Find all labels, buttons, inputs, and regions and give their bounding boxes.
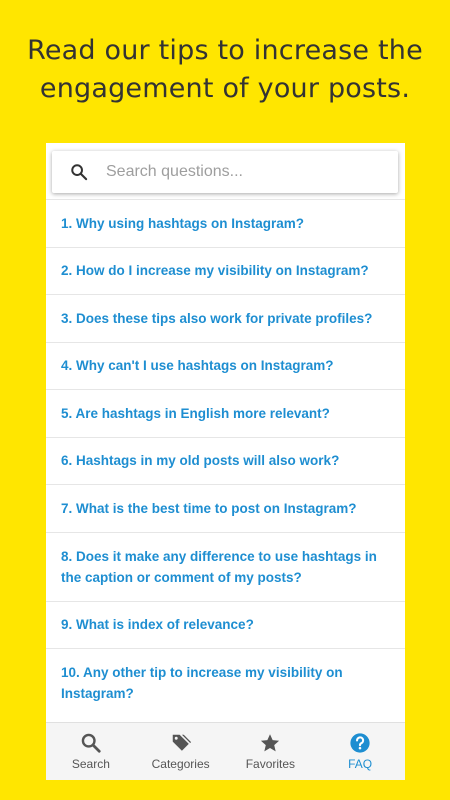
search-input[interactable]: [106, 157, 386, 187]
faq-question-text: 10. Any other tip to increase my visibility on Instagram?: [61, 665, 343, 701]
page-headline: [0, 32, 450, 108]
faq-item-6[interactable]: [46, 437, 405, 485]
nav-faq-label: FAQ: [348, 757, 373, 771]
faq-item-2[interactable]: [46, 247, 405, 295]
faq-question-text: 2. How do I increase my visibility on Instagram?: [61, 263, 369, 279]
nav-favorites-label: Favorites: [245, 757, 296, 771]
faq-question-text: 4. Why can't I use hashtags on Instagram?: [61, 358, 334, 374]
faq-item-7[interactable]: [46, 484, 405, 532]
search-icon: [80, 732, 102, 754]
faq-item-4[interactable]: [46, 342, 405, 390]
faq-item-1[interactable]: [46, 199, 405, 247]
bottom-navigation: [46, 722, 405, 780]
nav-faq[interactable]: [315, 723, 405, 780]
help-icon: [349, 732, 371, 754]
nav-search[interactable]: [46, 723, 136, 780]
faq-question-text: 6. Hashtags in my old posts will also work?: [61, 453, 340, 469]
faq-item-10[interactable]: [46, 648, 405, 717]
nav-categories-label: Categories: [151, 757, 210, 771]
faq-question-text: 5. Are hashtags in English more relevant?: [61, 405, 330, 421]
search-icon: [70, 163, 88, 181]
faq-list: [46, 199, 405, 717]
faq-card: [46, 143, 405, 779]
faq-item-9[interactable]: [46, 601, 405, 649]
headline-line-1: Read our tips to increase the: [27, 35, 423, 66]
nav-search-label: Search: [71, 757, 110, 771]
tags-icon: [170, 732, 192, 754]
faq-question-text: 9. What is index of relevance?: [61, 617, 254, 633]
search-bar: [46, 143, 405, 199]
faq-item-5[interactable]: [46, 389, 405, 437]
star-icon: [259, 732, 281, 754]
faq-item-8[interactable]: [46, 532, 405, 601]
headline-line-2: engagement of your posts.: [39, 73, 411, 104]
search-box[interactable]: [52, 151, 398, 193]
faq-question-text: 7. What is the best time to post on Instagram?: [61, 500, 357, 516]
faq-question-text: 8. Does it make any difference to use hashtags in the caption or comment of my posts?: [61, 548, 377, 585]
faq-item-3[interactable]: [46, 294, 405, 342]
faq-question-text: 1. Why using hashtags on Instagram?: [61, 215, 305, 231]
nav-categories[interactable]: [136, 723, 226, 780]
faq-question-text: 3. Does these tips also work for private profiles?: [61, 310, 373, 326]
nav-favorites[interactable]: [226, 723, 316, 780]
